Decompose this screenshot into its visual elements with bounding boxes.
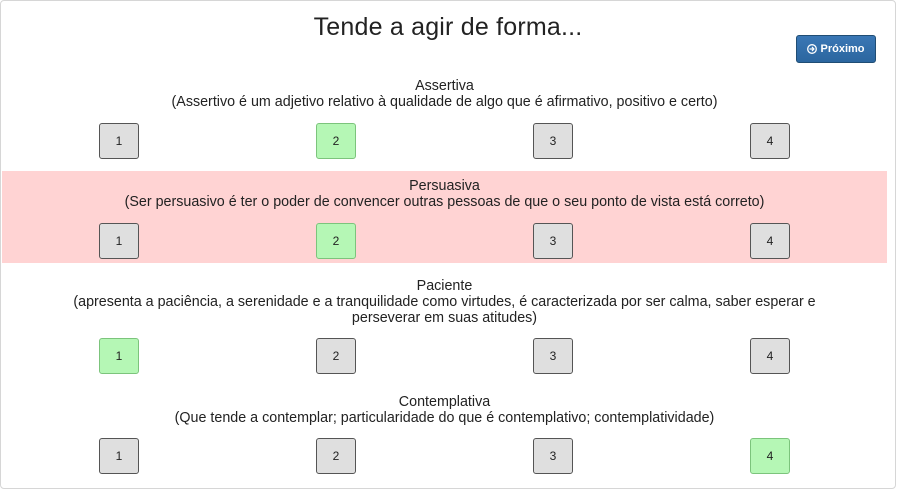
option-3-button[interactable]: 3 xyxy=(533,338,573,374)
question-contemplativa xyxy=(2,387,887,487)
option-4-button[interactable]: 4 xyxy=(750,338,790,374)
option-1-button[interactable]: 1 xyxy=(99,438,139,474)
question-name: Assertiva xyxy=(415,78,474,94)
question-paciente xyxy=(2,271,887,383)
question-name: Paciente xyxy=(416,278,473,294)
option-4-button[interactable]: 4 xyxy=(750,438,790,474)
option-2-button[interactable]: 2 xyxy=(316,338,356,374)
question-text xyxy=(2,394,887,426)
question-text xyxy=(2,178,887,210)
question-description: (Que tende a contemplar; particularidade do que é contemplativo; contemplatividade) xyxy=(174,410,715,426)
question-name: Contemplativa xyxy=(398,394,491,410)
option-3-button[interactable]: 3 xyxy=(533,123,573,159)
option-2-button[interactable]: 2 xyxy=(316,123,356,159)
next-button-label: Próximo xyxy=(820,43,865,55)
question-persuasiva xyxy=(2,171,887,263)
option-2-button[interactable]: 2 xyxy=(316,223,356,259)
option-3-button[interactable]: 3 xyxy=(533,223,573,259)
question-description: (apresenta a paciência, a serenidade e a tranquilidade como virtudes, é caracterizada por ser calma, saber esperar e perseverar em suas atitudes) xyxy=(73,294,816,326)
question-description: (Assertivo é um adjetivo relativo à qualidade de algo que é afirmativo, positivo e certo) xyxy=(171,94,718,110)
question-name: Persuasiva xyxy=(409,178,480,194)
option-3-button[interactable]: 3 xyxy=(533,438,573,474)
option-4-button[interactable]: 4 xyxy=(750,223,790,259)
page-title: Tende a agir de forma... xyxy=(313,13,583,41)
question-assertiva xyxy=(2,71,887,167)
question-text xyxy=(2,78,887,110)
next-button[interactable] xyxy=(796,35,876,63)
option-2-button[interactable]: 2 xyxy=(316,438,356,474)
arrow-circle-right-icon xyxy=(807,44,817,54)
question-description: (Ser persuasivo é ter o poder de convencer outras pessoas de que o seu ponto de vista está correto) xyxy=(124,194,765,210)
option-4-button[interactable]: 4 xyxy=(750,123,790,159)
option-1-button[interactable]: 1 xyxy=(99,338,139,374)
question-text xyxy=(2,278,887,326)
option-1-button[interactable]: 1 xyxy=(99,223,139,259)
option-1-button[interactable]: 1 xyxy=(99,123,139,159)
